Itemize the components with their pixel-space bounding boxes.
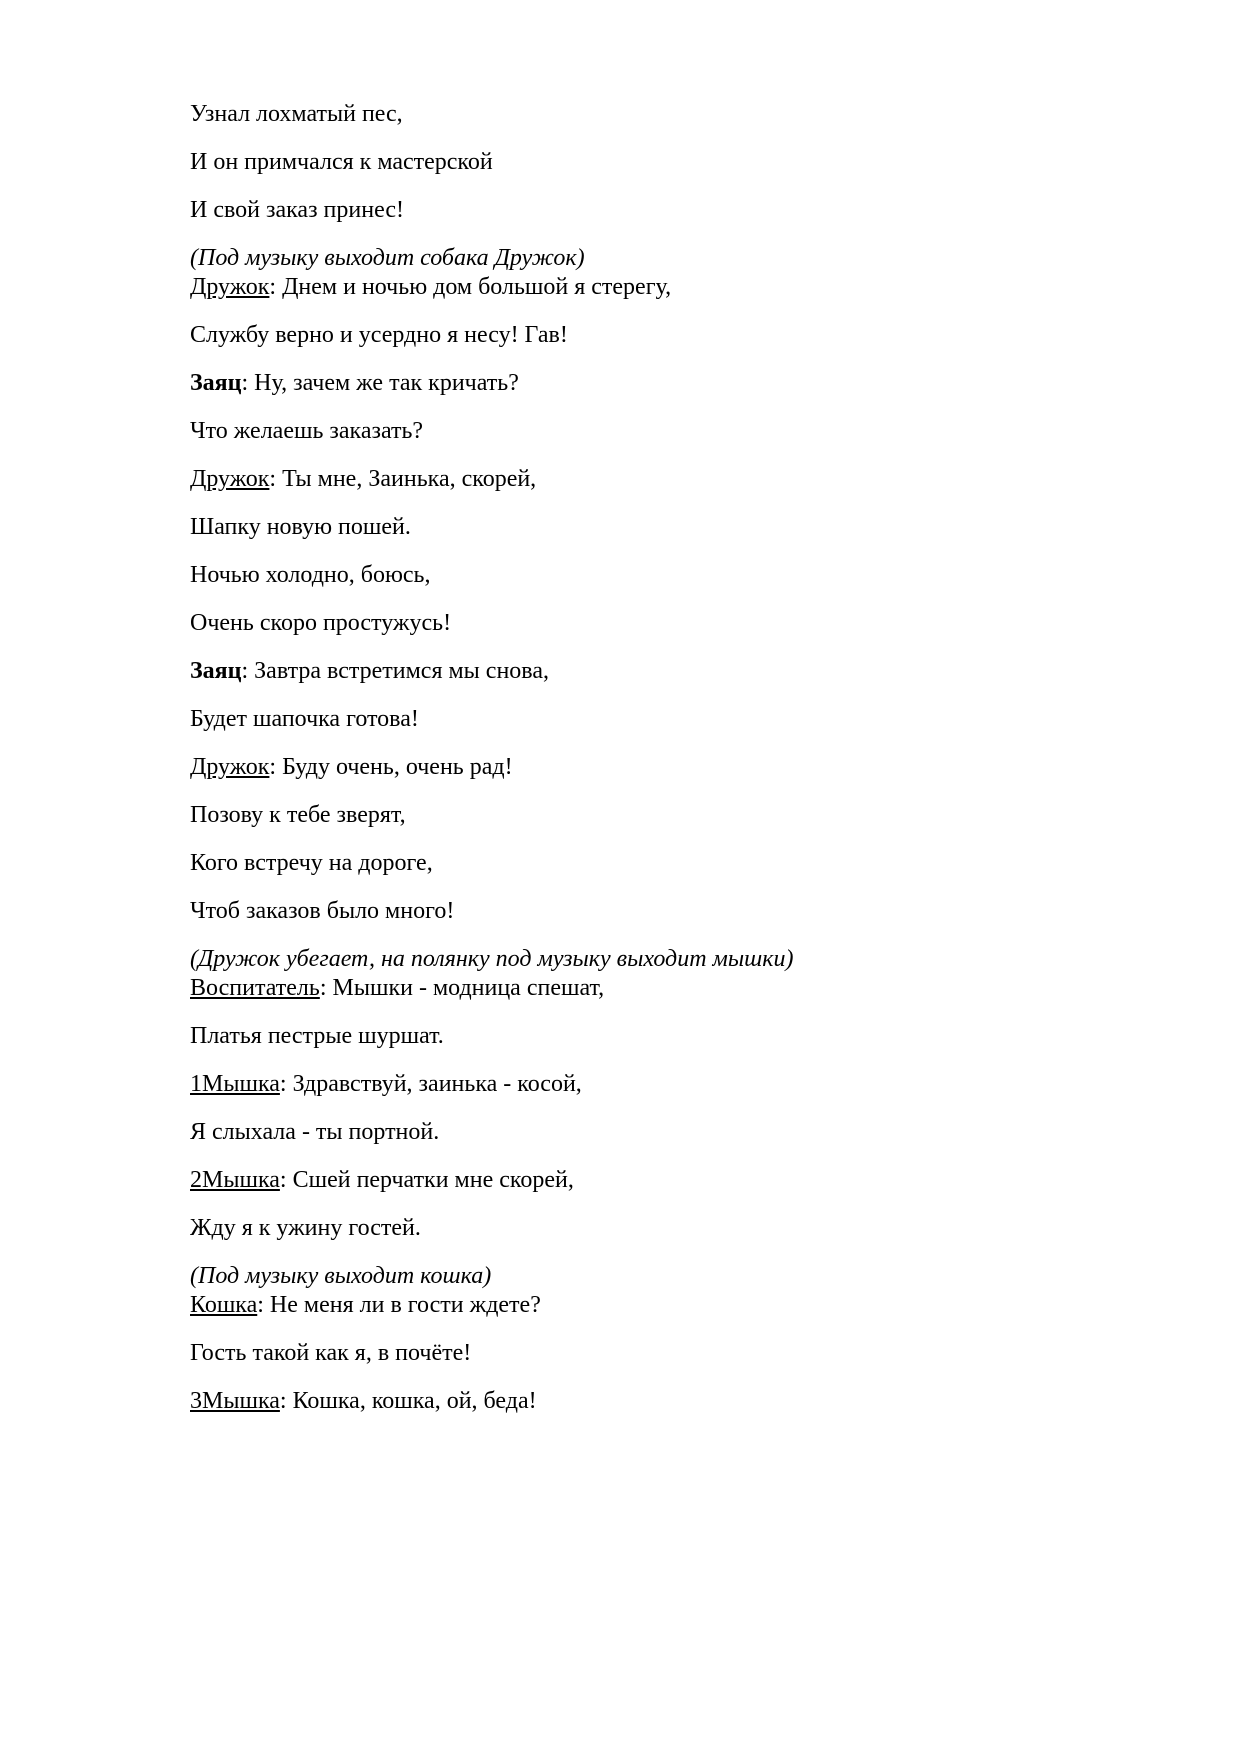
script-line: 2Мышка: Сшей перчатки мне скорей,: [190, 1167, 574, 1193]
script-line: Чтоб заказов было много!: [190, 898, 455, 924]
stage-direction: (Под музыку выходит кошка): [190, 1263, 492, 1289]
line-text: Мышки - модница спешат,: [332, 975, 605, 1001]
script-line: Платья пестрые шуршат.: [190, 1023, 444, 1049]
line-text: Ну, зачем же так кричать?: [254, 370, 519, 396]
script-line: Узнал лохматый пес,: [190, 101, 403, 127]
script-line: Дружок: Буду очень, очень рад!: [190, 754, 513, 780]
script-text-block: [190, 100, 1070, 1435]
script-line: Дружок: Ты мне, Заинька, скорей,: [190, 466, 537, 492]
script-line: Очень скоро простужусь!: [190, 610, 452, 636]
script-line: 3Мышка: Кошка, кошка, ой, беда!: [190, 1388, 537, 1414]
line-text: Ты мне, Заинька, скорей,: [282, 466, 537, 492]
line-text: Здравствуй, заинька - косой,: [292, 1071, 582, 1097]
script-line: Будет шапочка готова!: [190, 706, 419, 732]
script-line: И он примчался к мастерской: [190, 149, 493, 175]
script-line: Службу верно и усердно я несу! Гав!: [190, 322, 568, 348]
script-line: Заяц: Завтра встретимся мы снова,: [190, 658, 549, 684]
stage-direction: (Под музыку выходит собака Дружок): [190, 245, 585, 271]
speaker-name: Дружок: [190, 466, 270, 492]
speaker-name: Дружок: [190, 754, 270, 780]
speaker-name: 3Мышка: [190, 1388, 280, 1414]
script-line: Шапку новую пошей.: [190, 514, 411, 540]
speaker-name: Кошка: [190, 1292, 258, 1318]
speaker-name: 1Мышка: [190, 1071, 280, 1097]
script-line: Я слыхала - ты портной.: [190, 1119, 440, 1145]
script-line: И свой заказ принес!: [190, 197, 404, 223]
script-line: Что желаешь заказать?: [190, 418, 424, 444]
line-text: Кошка, кошка, ой, беда!: [292, 1388, 537, 1414]
script-line: Гость такой как я, в почёте!: [190, 1340, 472, 1366]
line-text: Не меня ли в гости ждете?: [269, 1292, 541, 1318]
script-line: Ночью холодно, боюсь,: [190, 562, 431, 588]
speaker-name: Дружок: [190, 274, 270, 300]
stage-direction: (Дружок убегает, на полянку под музыку выходит мышки): [190, 946, 794, 972]
script-line: Воспитатель: Мышки - модница спешат,: [190, 975, 605, 1001]
line-text: Днем и ночью дом большой я стерегу,: [282, 274, 672, 300]
line-text: Сшей перчатки мне скорей,: [292, 1167, 574, 1193]
script-line: Жду я к ужину гостей.: [190, 1215, 421, 1241]
script-line: Дружок: Днем и ночью дом большой я стерегу,: [190, 274, 672, 300]
speaker-name: Воспитатель: [190, 975, 320, 1001]
line-text: Буду очень, очень рад!: [282, 754, 513, 780]
line-text: Завтра встретимся мы снова,: [254, 658, 549, 684]
script-line: Позову к тебе зверят,: [190, 802, 406, 828]
speaker-name: Заяц: [190, 658, 242, 684]
speaker-name: 2Мышка: [190, 1167, 280, 1193]
script-line: Заяц: Ну, зачем же так кричать?: [190, 370, 519, 396]
script-line: Кого встречу на дороге,: [190, 850, 433, 876]
script-line: Кошка: Не меня ли в гости ждете?: [190, 1292, 541, 1318]
script-line: 1Мышка: Здравствуй, заинька - косой,: [190, 1071, 582, 1097]
speaker-name: Заяц: [190, 370, 242, 396]
